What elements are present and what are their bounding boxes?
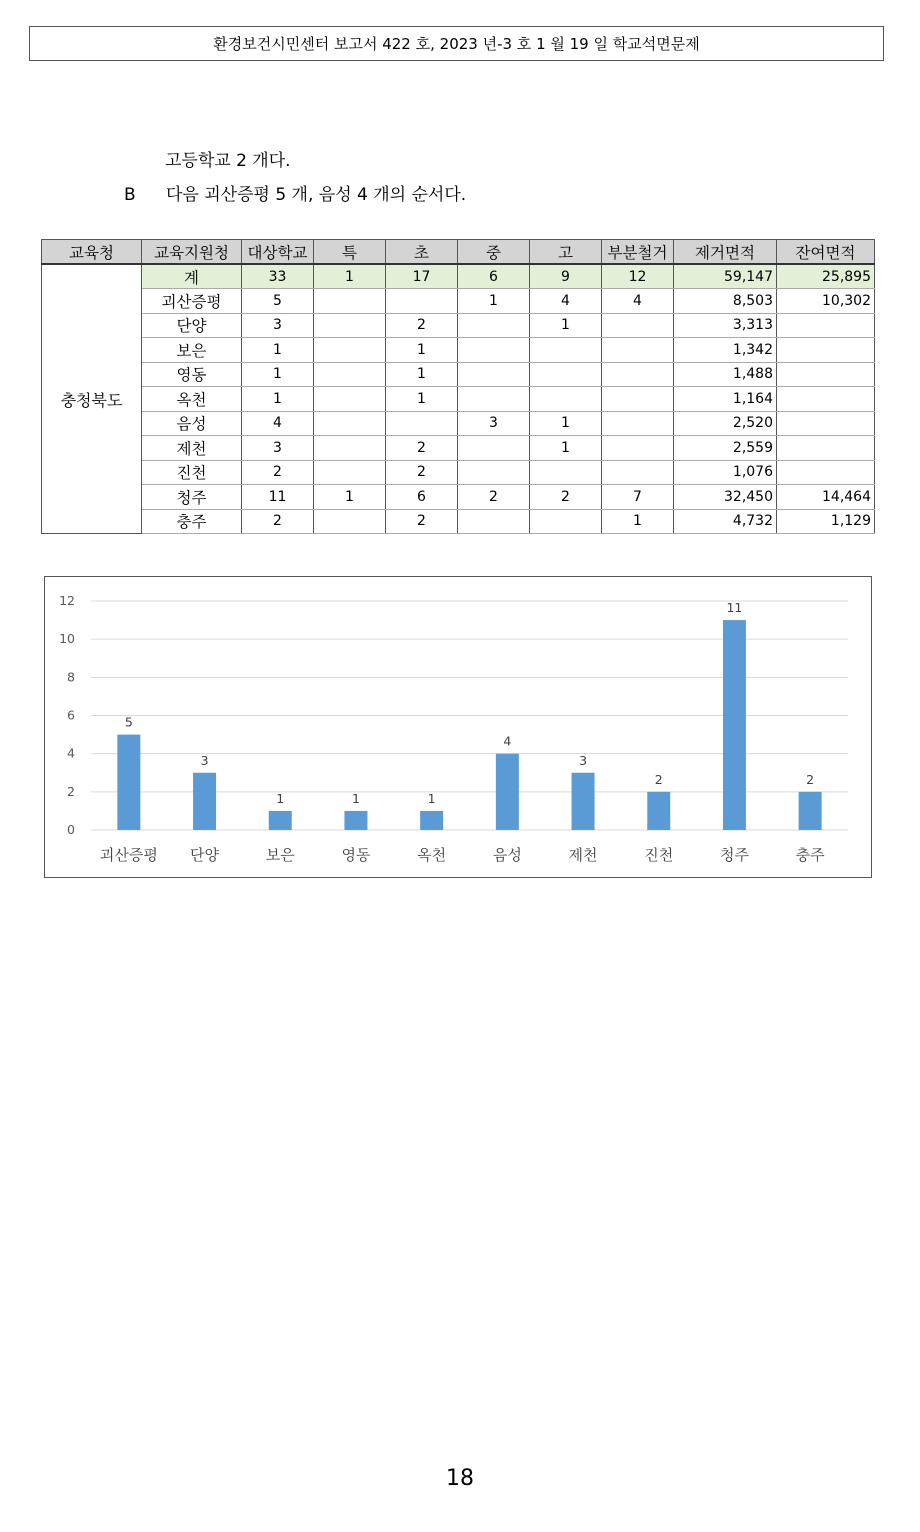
table-cell: 2 <box>386 460 458 485</box>
column-header: 교육지원청 <box>142 240 242 265</box>
bar <box>117 735 140 830</box>
table-row <box>42 387 875 412</box>
column-header: 특 <box>314 240 386 265</box>
table-row <box>42 411 875 436</box>
bar <box>344 811 367 830</box>
table-cell <box>777 313 875 338</box>
table-cell <box>777 362 875 387</box>
x-tick-label: 충주 <box>795 846 825 864</box>
table-cell: 6 <box>386 485 458 510</box>
table-cell: 9 <box>530 264 602 289</box>
table-cell: 2,520 <box>674 411 777 436</box>
x-tick-label: 보은 <box>265 846 295 864</box>
table-cell: 1 <box>314 485 386 510</box>
table-total-row <box>42 264 875 289</box>
data-label: 1 <box>351 790 360 806</box>
bar <box>799 792 822 830</box>
table-row <box>42 460 875 485</box>
table-cell <box>602 338 674 363</box>
table-cell: 33 <box>242 264 314 289</box>
table-cell <box>530 338 602 363</box>
table-cell: 1 <box>242 338 314 363</box>
y-tick-label: 4 <box>67 745 75 761</box>
table-cell <box>314 411 386 436</box>
table-cell: 2 <box>242 509 314 534</box>
table-cell: 17 <box>386 264 458 289</box>
table-cell <box>530 387 602 412</box>
table-cell: 4 <box>242 411 314 436</box>
table-cell: 1 <box>386 338 458 363</box>
table-cell: 4,732 <box>674 509 777 534</box>
region-cell: 충청북도 <box>42 264 142 534</box>
bar <box>723 620 746 830</box>
table-cell <box>458 313 530 338</box>
table-cell <box>602 436 674 461</box>
table-cell <box>458 436 530 461</box>
y-tick-label: 2 <box>67 783 75 799</box>
table-cell <box>602 387 674 412</box>
x-tick-label: 진천 <box>644 846 674 864</box>
table-cell <box>777 460 875 485</box>
table-cell <box>458 509 530 534</box>
table-cell: 11 <box>242 485 314 510</box>
table-cell: 2 <box>458 485 530 510</box>
table-cell <box>314 509 386 534</box>
table-row <box>42 338 875 363</box>
table-cell: 1 <box>530 411 602 436</box>
table-cell: 2 <box>530 485 602 510</box>
y-tick-label: 0 <box>67 822 75 837</box>
table-cell: 영동 <box>142 362 242 387</box>
data-label: 11 <box>726 600 743 616</box>
y-tick-label: 8 <box>67 669 75 685</box>
x-tick-label: 단양 <box>190 846 220 864</box>
data-label: 5 <box>124 714 133 730</box>
table-cell: 제천 <box>142 436 242 461</box>
data-label: 2 <box>806 771 815 787</box>
table-cell <box>314 362 386 387</box>
table-cell: 진천 <box>142 460 242 485</box>
table-cell: 1 <box>314 264 386 289</box>
table-cell: 1,076 <box>674 460 777 485</box>
table-cell <box>386 289 458 314</box>
y-tick-label: 6 <box>67 707 75 723</box>
x-tick-label: 청주 <box>719 846 749 864</box>
y-tick-label: 10 <box>59 631 75 647</box>
table-cell <box>602 411 674 436</box>
bar <box>496 754 519 830</box>
data-label: 4 <box>503 733 512 749</box>
x-tick-label: 음성 <box>492 846 522 864</box>
table-cell: 2 <box>242 460 314 485</box>
table-cell: 2 <box>386 313 458 338</box>
data-label: 1 <box>276 790 285 806</box>
table-cell: 보은 <box>142 338 242 363</box>
table-cell: 1,488 <box>674 362 777 387</box>
table-cell: 3 <box>242 436 314 461</box>
table-cell <box>314 436 386 461</box>
column-header: 초 <box>386 240 458 265</box>
table-cell: 3,313 <box>674 313 777 338</box>
data-label: 3 <box>200 752 209 768</box>
bar <box>647 792 670 830</box>
table-row <box>42 485 875 510</box>
table-cell <box>777 387 875 412</box>
table-cell <box>602 362 674 387</box>
table-cell: 25,895 <box>777 264 875 289</box>
table-cell: 3 <box>458 411 530 436</box>
table-cell: 1,342 <box>674 338 777 363</box>
table-cell: 음성 <box>142 411 242 436</box>
table-cell: 32,450 <box>674 485 777 510</box>
table-cell: 1,164 <box>674 387 777 412</box>
report-header <box>29 26 884 61</box>
table-cell <box>458 362 530 387</box>
table-cell: 4 <box>602 289 674 314</box>
table-cell: 2 <box>386 436 458 461</box>
table-cell <box>314 289 386 314</box>
table-cell: 1 <box>458 289 530 314</box>
table-cell <box>314 338 386 363</box>
bar <box>420 811 443 830</box>
column-header: 교육청 <box>42 240 142 265</box>
data-label: 2 <box>654 771 663 787</box>
table-cell: 10,302 <box>777 289 875 314</box>
report-header-title: 환경보건시민센터 보고서 422 호, 2023 년-3 호 1 월 19 일 학교석면문제 <box>213 35 700 53</box>
table-cell: 14,464 <box>777 485 875 510</box>
column-header: 잔여면적 <box>777 240 875 265</box>
table-cell: 6 <box>458 264 530 289</box>
table-cell: 1 <box>386 387 458 412</box>
x-tick-label: 영동 <box>341 846 371 864</box>
table-cell <box>458 460 530 485</box>
body-text-bullet-line <box>124 180 466 205</box>
table-cell: 1 <box>386 362 458 387</box>
column-header: 대상학교 <box>242 240 314 265</box>
table-cell: 1 <box>242 387 314 412</box>
bullet-marker: B <box>124 185 136 205</box>
table-cell <box>602 460 674 485</box>
table-cell: 59,147 <box>674 264 777 289</box>
table-header-row <box>42 240 875 265</box>
asbestos-schools-table <box>41 239 875 534</box>
table-row <box>42 313 875 338</box>
column-header: 중 <box>458 240 530 265</box>
table-cell <box>602 313 674 338</box>
column-header: 제거면적 <box>674 240 777 265</box>
table-cell: 3 <box>242 313 314 338</box>
y-tick-label: 12 <box>59 593 75 608</box>
table-cell: 계 <box>142 264 242 289</box>
data-label: 1 <box>427 790 436 806</box>
table-cell: 1 <box>242 362 314 387</box>
table-cell: 2,559 <box>674 436 777 461</box>
table-cell <box>458 338 530 363</box>
bar-chart <box>44 576 872 878</box>
table-cell: 5 <box>242 289 314 314</box>
table-cell <box>314 313 386 338</box>
table-row <box>42 436 875 461</box>
table-cell: 1,129 <box>777 509 875 534</box>
table-row <box>42 289 875 314</box>
bar <box>269 811 292 830</box>
table-cell: 단양 <box>142 313 242 338</box>
table-cell: 8,503 <box>674 289 777 314</box>
table-cell: 1 <box>530 313 602 338</box>
table-cell: 12 <box>602 264 674 289</box>
table-row <box>42 509 875 534</box>
table-cell <box>530 509 602 534</box>
bar <box>572 773 595 830</box>
table-cell: 1 <box>530 436 602 461</box>
page-number: 18 <box>446 1466 474 1491</box>
table-cell <box>386 411 458 436</box>
bullet-text: 다음 괴산증평 5 개, 음성 4 개의 순서다. <box>166 185 467 205</box>
table-cell <box>777 411 875 436</box>
table-cell: 충주 <box>142 509 242 534</box>
column-header: 고 <box>530 240 602 265</box>
bar <box>193 773 216 830</box>
body-text-line: 고등학교 2 개다. <box>165 151 291 171</box>
table-cell <box>314 387 386 412</box>
bar-chart-svg <box>45 577 871 877</box>
table-cell <box>530 460 602 485</box>
x-tick-label: 제천 <box>568 846 598 864</box>
table-cell: 청주 <box>142 485 242 510</box>
table-cell <box>530 362 602 387</box>
table-cell: 1 <box>602 509 674 534</box>
table-cell <box>777 436 875 461</box>
table-cell <box>458 387 530 412</box>
table-cell: 4 <box>530 289 602 314</box>
table-cell <box>777 338 875 363</box>
data-label: 3 <box>579 752 588 768</box>
table-cell <box>314 460 386 485</box>
table-cell: 괴산증평 <box>142 289 242 314</box>
table-row <box>42 362 875 387</box>
column-header: 부분철거 <box>602 240 674 265</box>
table-cell: 옥천 <box>142 387 242 412</box>
x-tick-label: 옥천 <box>417 846 447 864</box>
table-cell: 2 <box>386 509 458 534</box>
x-tick-label: 괴산증평 <box>99 846 158 864</box>
table-cell: 7 <box>602 485 674 510</box>
